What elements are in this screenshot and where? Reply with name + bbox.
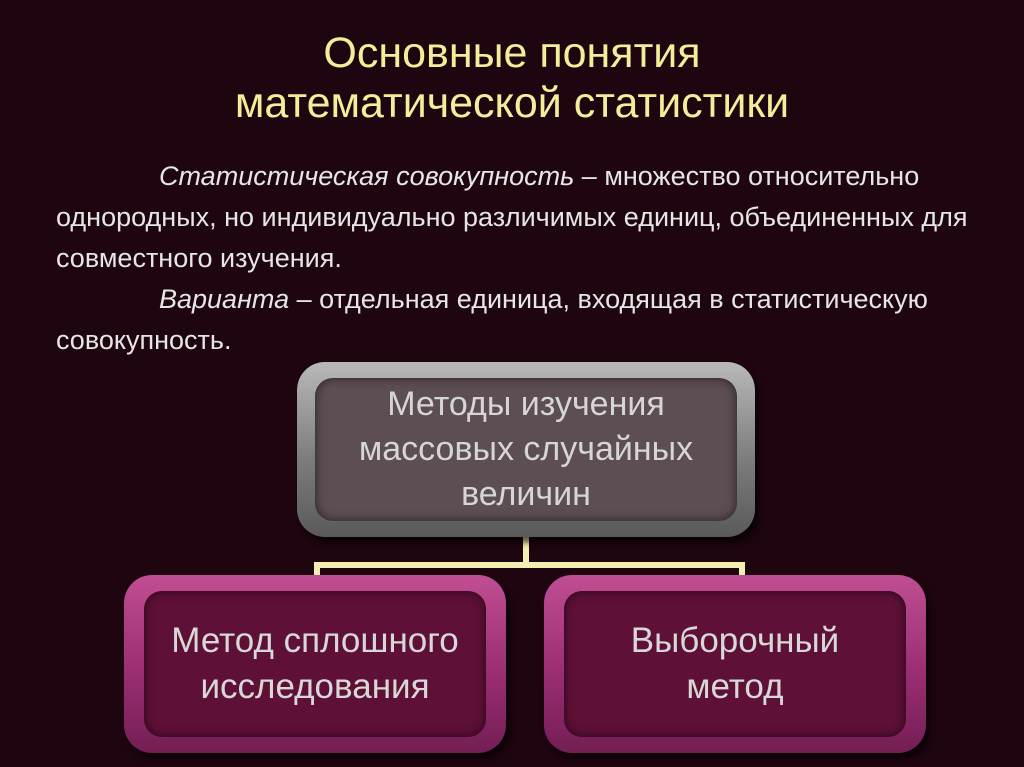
child-left-line-2: исследования bbox=[200, 667, 430, 706]
definition-variant bbox=[56, 279, 1006, 361]
root-node-label bbox=[315, 378, 737, 521]
definition-description: – отдельная единица, входящая в статистическую совокупность. bbox=[56, 284, 928, 355]
child-right-line-2: метод bbox=[686, 667, 784, 706]
definition-term: Варианта bbox=[159, 284, 290, 314]
definition-term: Статистическая совокупность bbox=[159, 161, 575, 191]
title-line-1: Основные понятия bbox=[323, 29, 701, 77]
child-node-sample-method bbox=[544, 575, 926, 753]
root-line-1: Методы изучения bbox=[387, 385, 665, 423]
child-right-line-1: Выборочный bbox=[630, 621, 840, 660]
root-line-3: величин bbox=[461, 475, 591, 513]
title-line-2: математической статистики bbox=[234, 79, 790, 127]
child-node-label bbox=[564, 591, 906, 737]
child-node-label bbox=[144, 591, 486, 737]
child-left-line-1: Метод сплошного bbox=[171, 621, 459, 660]
root-line-2: массовых случайных bbox=[358, 430, 694, 468]
slide-title bbox=[0, 28, 1024, 128]
connector-horizontal bbox=[314, 562, 745, 568]
definition-description: – множество относительно однородных, но индивидуально различимых единиц, объединенных для совместного изучения. bbox=[56, 161, 968, 273]
child-node-continuous-method bbox=[124, 575, 506, 753]
definition-statistical-population bbox=[56, 156, 1006, 279]
root-node bbox=[297, 362, 755, 537]
definitions-text bbox=[56, 156, 1006, 361]
